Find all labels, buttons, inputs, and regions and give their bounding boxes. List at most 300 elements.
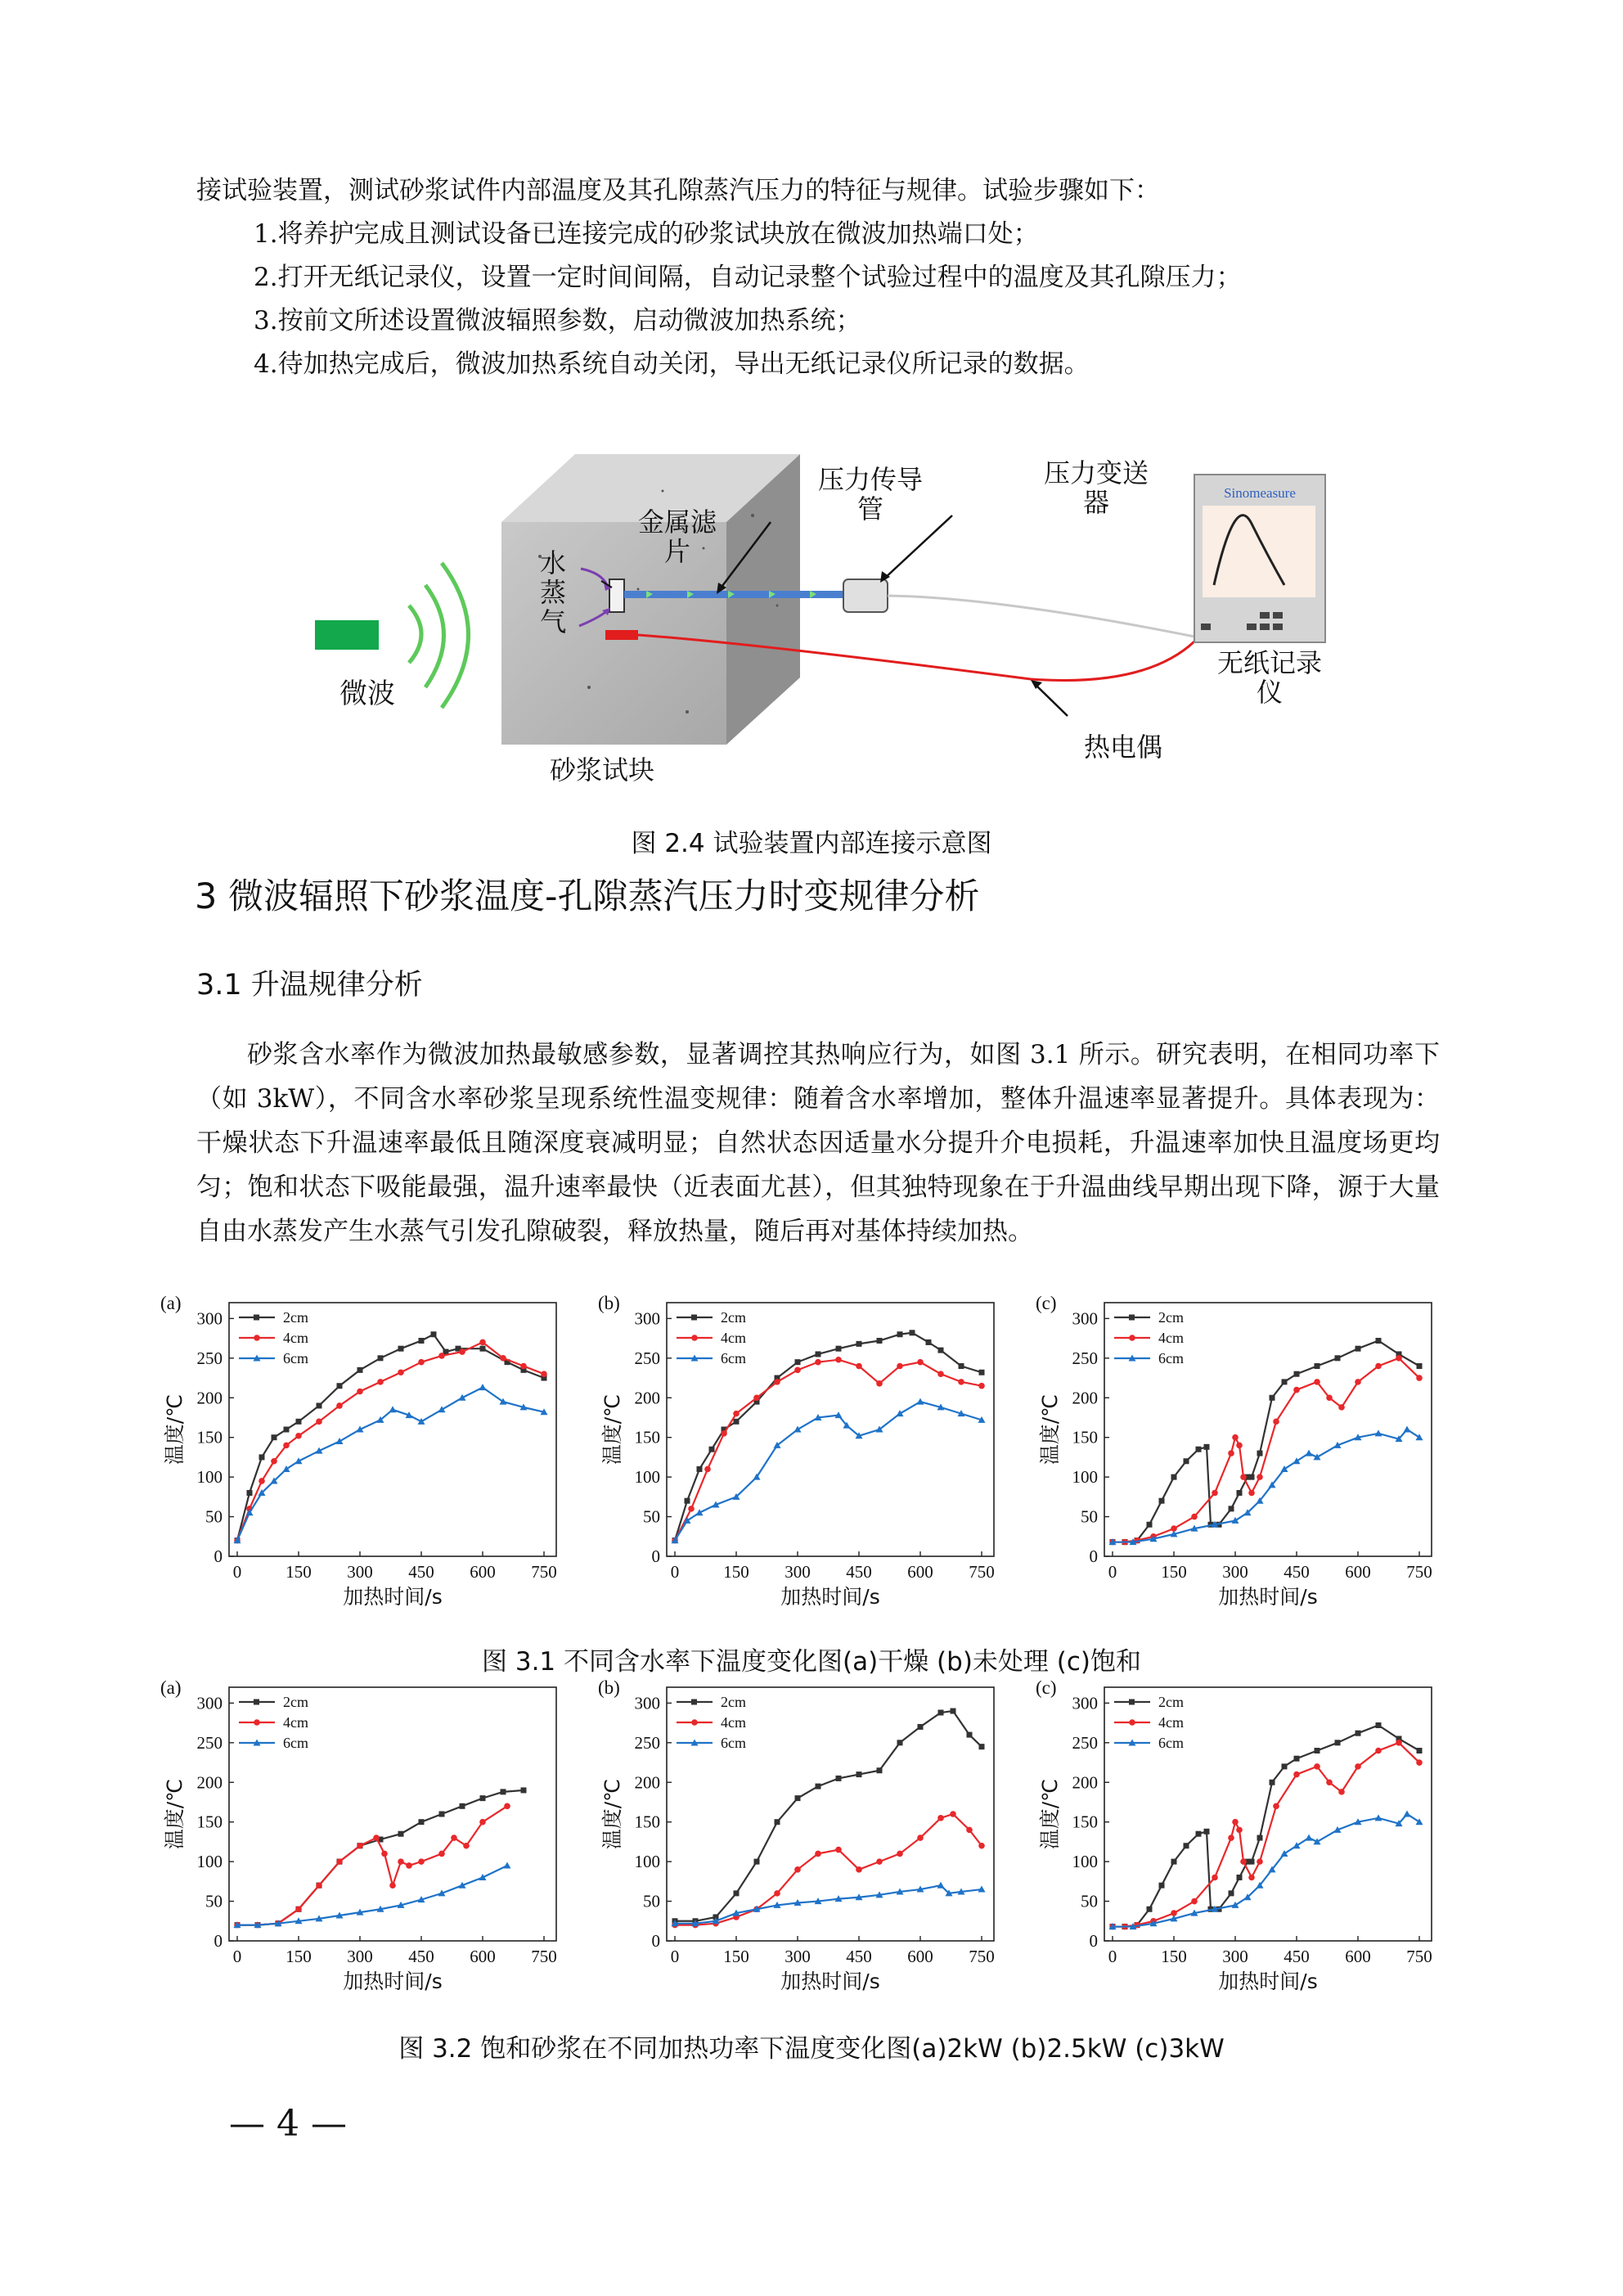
point-4cm — [917, 1359, 924, 1366]
legend-label-2cm: 2cm — [1158, 1309, 1184, 1326]
x-tick-label: 450 — [1284, 1947, 1310, 1966]
microwave-source — [315, 620, 379, 650]
point-4cm — [1248, 1875, 1255, 1881]
point-4cm — [1338, 1404, 1345, 1411]
point-4cm — [774, 1379, 780, 1385]
panel-label: (c) — [1036, 1293, 1057, 1313]
point-2cm — [1282, 1763, 1288, 1769]
y-tick-label: 50 — [205, 1506, 223, 1527]
point-4cm — [336, 1858, 343, 1865]
legend-marker-2cm — [254, 1699, 259, 1705]
legend-marker-4cm — [1129, 1335, 1135, 1341]
point-2cm — [1184, 1458, 1189, 1464]
point-2cm — [1171, 1859, 1177, 1865]
point-4cm — [1416, 1759, 1423, 1766]
point-4cm — [1293, 1387, 1300, 1393]
x-tick-label: 300 — [785, 1947, 811, 1966]
point-4cm — [856, 1363, 862, 1370]
point-2cm — [1196, 1447, 1202, 1452]
point-2cm — [938, 1348, 944, 1353]
point-4cm — [295, 1906, 302, 1912]
point-2cm — [1237, 1490, 1243, 1496]
label-specimen: 砂浆试块 — [550, 754, 655, 786]
point-2cm — [1159, 1498, 1165, 1504]
point-4cm — [1257, 1474, 1263, 1480]
point-4cm — [876, 1858, 883, 1865]
x-tick-label: 750 — [531, 1947, 557, 1966]
y-tick-label: 150 — [196, 1812, 223, 1832]
point-4cm — [704, 1466, 711, 1473]
y-tick-label: 50 — [643, 1506, 660, 1527]
plot-frame — [667, 1687, 994, 1941]
y-tick-label: 300 — [196, 1308, 223, 1329]
point-2cm — [1294, 1371, 1300, 1377]
point-2cm — [1355, 1731, 1361, 1736]
legend-label-2cm: 2cm — [721, 1694, 746, 1710]
point-4cm — [815, 1851, 821, 1857]
point-4cm — [1396, 1740, 1402, 1746]
point-6cm — [336, 1438, 344, 1444]
point-2cm — [697, 1466, 703, 1472]
point-2cm — [1184, 1843, 1189, 1848]
legend-marker-4cm — [691, 1719, 698, 1726]
point-2cm — [709, 1447, 715, 1452]
point-4cm — [1232, 1819, 1239, 1826]
x-tick-label: 750 — [969, 1562, 995, 1582]
point-2cm — [1159, 1883, 1165, 1889]
intro-lead: 接试验装置，测试砂浆试件内部温度及其孔隙蒸汽压力的特征与规律。试验步骤如下： — [196, 176, 1160, 205]
x-tick-label: 450 — [1284, 1562, 1310, 1582]
point-2cm — [897, 1740, 903, 1745]
y-tick-label: 50 — [643, 1891, 660, 1911]
x-tick-label: 0 — [670, 1562, 680, 1582]
point-2cm — [1257, 1451, 1263, 1456]
point-2cm — [816, 1784, 821, 1790]
x-axis-label: 加热时间/s — [343, 1585, 443, 1609]
point-4cm — [316, 1882, 322, 1889]
point-2cm — [1355, 1346, 1361, 1352]
point-4cm — [1236, 1443, 1243, 1449]
point-2cm — [795, 1795, 801, 1801]
y-tick-label: 300 — [634, 1693, 660, 1713]
point-4cm — [541, 1371, 547, 1377]
point-6cm — [794, 1426, 802, 1433]
point-2cm — [795, 1359, 801, 1365]
series-line-4cm — [675, 1814, 982, 1925]
point-2cm — [856, 1341, 862, 1347]
point-4cm — [721, 1430, 727, 1437]
point-4cm — [1212, 1875, 1218, 1881]
point-4cm — [259, 1478, 265, 1484]
point-4cm — [418, 1359, 425, 1366]
y-tick-label: 100 — [634, 1852, 660, 1872]
legend-label-4cm: 4cm — [283, 1330, 308, 1346]
y-tick-label: 200 — [1072, 1772, 1098, 1793]
point-4cm — [815, 1359, 821, 1366]
panel-label: (b) — [598, 1293, 620, 1313]
plot-frame — [229, 1687, 556, 1941]
legend-marker-4cm — [691, 1335, 698, 1341]
point-4cm — [398, 1858, 404, 1865]
section31-paragraph: 砂浆含水率作为微波加热最敏感参数，显著调控其热响应行为，如图 3.1 所示。研究表明，在相同功率下（如 3kW），不同含水率砂浆呈现系统性温变规律：随着含水率增加，整体升温速率显著提升。具体表现为：干燥状态下升温速率最低且随深度衰减明显；自然状态因适量水分提升介电损耗，升温速率加快且温度场更均匀；饱和状态下吸能最强，温升速率最快（近表面尤甚），但其独特现象在于升温曲线早期出现下降，源于大量自由水蒸发产生水蒸气引发孔隙破裂，释放热量，随后再对基体持续加热。 — [196, 1040, 1440, 1246]
point-2cm — [836, 1776, 842, 1781]
point-4cm — [1375, 1748, 1382, 1754]
x-tick-label: 750 — [1406, 1947, 1432, 1966]
point-4cm — [1416, 1375, 1423, 1381]
point-2cm — [856, 1772, 862, 1777]
point-2cm — [337, 1383, 343, 1389]
label-thermocouple: 热电偶 — [1084, 732, 1163, 763]
x-tick-label: 600 — [470, 1562, 496, 1582]
point-2cm — [357, 1367, 363, 1373]
point-2cm — [480, 1346, 486, 1352]
x-tick-label: 0 — [232, 1947, 242, 1966]
chart-31a — [155, 1293, 573, 1632]
y-tick-label: 250 — [634, 1348, 660, 1368]
legend-label-6cm: 6cm — [283, 1350, 308, 1366]
series-line-6cm — [1113, 1429, 1419, 1542]
point-4cm — [1228, 1450, 1234, 1456]
legend-label-4cm: 4cm — [721, 1330, 746, 1346]
point-4cm — [794, 1367, 801, 1374]
point-2cm — [1229, 1506, 1234, 1511]
point-4cm — [1191, 1514, 1198, 1520]
chart-31b — [593, 1293, 1010, 1632]
y-tick-label: 250 — [196, 1348, 223, 1368]
point-4cm — [1273, 1803, 1279, 1810]
point-2cm — [521, 1787, 527, 1793]
point-6cm — [1404, 1811, 1411, 1817]
x-tick-label: 150 — [285, 1947, 312, 1966]
x-tick-label: 750 — [531, 1562, 557, 1582]
point-4cm — [1355, 1763, 1361, 1770]
point-4cm — [774, 1890, 780, 1897]
point-2cm — [1249, 1859, 1255, 1865]
point-2cm — [1282, 1379, 1288, 1384]
chart-31c — [1031, 1293, 1448, 1632]
panel-label: (b) — [598, 1677, 620, 1698]
y-tick-label: 100 — [196, 1467, 223, 1488]
point-4cm — [479, 1339, 486, 1346]
point-4cm — [373, 1835, 380, 1841]
point-4cm — [271, 1458, 277, 1465]
point-4cm — [897, 1363, 903, 1370]
point-2cm — [1417, 1748, 1423, 1754]
point-2cm — [938, 1710, 944, 1716]
y-tick-label: 200 — [1072, 1388, 1098, 1408]
legend-marker-4cm — [254, 1335, 260, 1341]
point-4cm — [958, 1379, 964, 1385]
chart-32c — [1031, 1677, 1448, 2016]
chart-31b-svg — [593, 1293, 1010, 1628]
point-4cm — [1355, 1379, 1361, 1385]
point-4cm — [1257, 1858, 1263, 1865]
signal-cable — [888, 596, 1194, 637]
point-2cm — [979, 1370, 985, 1375]
point-2cm — [910, 1330, 915, 1335]
legend-marker-2cm — [1129, 1699, 1135, 1705]
point-2cm — [734, 1419, 740, 1425]
point-2cm — [897, 1331, 903, 1337]
label-microwave: 微波 — [339, 678, 395, 710]
point-4cm — [438, 1353, 445, 1359]
point-2cm — [775, 1819, 780, 1825]
point-4cm — [1228, 1835, 1234, 1841]
point-4cm — [917, 1835, 924, 1841]
x-tick-label: 300 — [1222, 1947, 1248, 1966]
x-tick-label: 150 — [1161, 1562, 1187, 1582]
legend-label-4cm: 4cm — [721, 1714, 746, 1731]
wave-arc-1 — [409, 606, 421, 663]
legend-label-6cm: 6cm — [283, 1735, 308, 1751]
legend-label-4cm: 4cm — [1158, 1714, 1184, 1731]
chart-32a-svg — [155, 1677, 573, 2013]
series-line-4cm — [1113, 1358, 1419, 1542]
label-recorder: 无纸记录 仪 — [1217, 647, 1323, 708]
pressure-transmitter — [843, 579, 888, 612]
x-tick-label: 0 — [1108, 1947, 1117, 1966]
point-4cm — [1240, 1858, 1247, 1865]
point-2cm — [1237, 1875, 1243, 1880]
point-4cm — [357, 1389, 363, 1395]
x-tick-label: 150 — [285, 1562, 312, 1582]
point-4cm — [1248, 1490, 1255, 1497]
point-4cm — [1236, 1827, 1243, 1834]
point-6cm — [389, 1406, 397, 1412]
point-4cm — [835, 1847, 842, 1853]
y-axis-label: 温度/℃ — [1038, 1778, 1062, 1850]
point-4cm — [897, 1851, 903, 1857]
x-tick-label: 600 — [470, 1947, 496, 1966]
series-line-4cm — [675, 1360, 982, 1541]
point-4cm — [500, 1355, 506, 1362]
series-line-2cm — [237, 1790, 524, 1925]
point-2cm — [398, 1346, 404, 1352]
chart-31a-svg — [155, 1293, 573, 1628]
point-4cm — [1314, 1763, 1320, 1770]
point-2cm — [460, 1803, 465, 1809]
x-axis-label: 加热时间/s — [1218, 1970, 1318, 1993]
point-4cm — [1396, 1355, 1402, 1362]
x-tick-label: 450 — [408, 1562, 434, 1582]
point-2cm — [1147, 1907, 1153, 1912]
point-4cm — [1338, 1789, 1345, 1795]
legend-marker-2cm — [254, 1315, 259, 1321]
point-2cm — [685, 1498, 690, 1504]
point-2cm — [979, 1744, 985, 1749]
point-4cm — [856, 1866, 862, 1873]
point-2cm — [1171, 1474, 1177, 1480]
point-2cm — [1315, 1363, 1320, 1369]
label-pressure-tube: 压力传导 管 — [818, 464, 924, 524]
y-tick-label: 50 — [1081, 1506, 1098, 1527]
x-tick-label: 150 — [1161, 1947, 1187, 1966]
point-2cm — [439, 1812, 445, 1817]
point-4cm — [406, 1862, 412, 1869]
point-4cm — [438, 1851, 445, 1857]
y-tick-label: 100 — [1072, 1852, 1098, 1872]
point-4cm — [459, 1348, 465, 1355]
point-2cm — [247, 1490, 253, 1496]
point-2cm — [1417, 1363, 1423, 1369]
y-tick-label: 250 — [1072, 1348, 1098, 1368]
plot-frame — [229, 1303, 556, 1556]
point-4cm — [1191, 1898, 1198, 1905]
point-2cm — [1315, 1748, 1320, 1754]
y-tick-label: 300 — [1072, 1308, 1098, 1329]
x-tick-label: 750 — [1406, 1562, 1432, 1582]
point-2cm — [836, 1346, 842, 1352]
x-tick-label: 600 — [1345, 1562, 1371, 1582]
point-4cm — [950, 1811, 956, 1817]
recorder-brand: Sinomeasure — [1224, 485, 1296, 501]
point-2cm — [1335, 1355, 1341, 1361]
point-2cm — [754, 1859, 760, 1865]
point-4cm — [1212, 1490, 1218, 1497]
y-tick-label: 200 — [196, 1772, 223, 1793]
series-line-4cm — [237, 1342, 544, 1540]
point-2cm — [959, 1363, 964, 1369]
point-2cm — [877, 1767, 883, 1773]
legend-label-4cm: 4cm — [1158, 1330, 1184, 1346]
point-4cm — [978, 1843, 985, 1849]
y-tick-label: 250 — [634, 1732, 660, 1753]
point-2cm — [272, 1434, 277, 1440]
point-2cm — [1376, 1338, 1382, 1344]
y-tick-label: 100 — [1072, 1467, 1098, 1488]
step-1: 1.将养护完成且测试设备已连接完成的砂浆试块放在微波加热端口处； — [254, 219, 1039, 249]
point-4cm — [377, 1379, 384, 1385]
point-4cm — [1273, 1419, 1279, 1425]
point-2cm — [816, 1351, 821, 1357]
test-setup-diagram — [294, 442, 1391, 802]
legend-marker-2cm — [1129, 1315, 1135, 1321]
x-tick-label: 450 — [846, 1947, 872, 1966]
y-tick-label: 0 — [1089, 1546, 1098, 1566]
plot-frame — [667, 1303, 994, 1556]
x-tick-label: 150 — [723, 1562, 749, 1582]
point-2cm — [419, 1819, 425, 1825]
point-4cm — [1314, 1379, 1320, 1385]
point-2cm — [1147, 1522, 1153, 1528]
point-2cm — [1204, 1829, 1210, 1835]
x-tick-label: 750 — [969, 1947, 995, 1966]
legend-marker-2cm — [691, 1699, 697, 1705]
point-4cm — [316, 1419, 322, 1425]
legend-label-6cm: 6cm — [1158, 1735, 1184, 1751]
step-3: 3.按前文所述设置微波辐照参数，启动微波加热系统； — [254, 306, 861, 335]
x-axis-label: 加热时间/s — [1218, 1585, 1318, 1609]
point-4cm — [835, 1357, 842, 1363]
step-4: 4.待加热完成后，微波加热系统自动关闭，导出无纸记录仪所记录的数据。 — [254, 349, 1090, 379]
legend-label-6cm: 6cm — [721, 1735, 746, 1751]
point-4cm — [1375, 1363, 1382, 1370]
x-tick-label: 0 — [1108, 1562, 1117, 1582]
point-6cm — [438, 1406, 446, 1412]
label-water-vapor: 水 蒸 气 — [540, 547, 567, 637]
y-tick-label: 50 — [205, 1891, 223, 1911]
point-2cm — [431, 1331, 437, 1337]
point-4cm — [418, 1858, 425, 1865]
x-tick-label: 450 — [846, 1562, 872, 1582]
point-2cm — [480, 1795, 486, 1801]
point-4cm — [753, 1394, 760, 1401]
y-tick-label: 0 — [651, 1931, 660, 1951]
fig32-caption: 图 3.2 饱和砂浆在不同加热功率下温度变化图(a)2kW (b)2.5kW (c)3kW — [398, 2034, 1225, 2064]
x-tick-label: 600 — [907, 1562, 933, 1582]
y-tick-label: 0 — [214, 1546, 223, 1566]
point-2cm — [1294, 1756, 1300, 1762]
x-axis-label: 加热时间/s — [780, 1970, 880, 1993]
wave-arc-2 — [425, 585, 444, 687]
x-tick-label: 600 — [1345, 1947, 1371, 1966]
point-2cm — [378, 1355, 384, 1361]
series-line-4cm — [237, 1806, 507, 1925]
y-tick-label: 300 — [634, 1308, 660, 1329]
point-4cm — [937, 1371, 944, 1377]
x-axis-label: 加热时间/s — [780, 1585, 880, 1609]
legend-label-2cm: 2cm — [1158, 1694, 1184, 1710]
label-transmitter: 压力变送 器 — [1044, 457, 1149, 518]
point-4cm — [357, 1843, 363, 1849]
series-line-6cm — [675, 1402, 982, 1541]
chart-32c-svg — [1031, 1677, 1448, 2013]
series-line-6cm — [237, 1866, 507, 1925]
y-tick-label: 300 — [196, 1693, 223, 1713]
point-4cm — [733, 1411, 740, 1417]
y-tick-label: 150 — [1072, 1427, 1098, 1447]
y-tick-label: 150 — [1072, 1812, 1098, 1832]
point-4cm — [295, 1433, 302, 1439]
y-axis-label: 温度/℃ — [1038, 1393, 1062, 1465]
panel-label: (a) — [160, 1293, 182, 1313]
chart-32a — [155, 1677, 573, 2016]
y-tick-label: 150 — [634, 1812, 660, 1832]
chart-32b — [593, 1677, 1010, 2016]
point-4cm — [389, 1882, 396, 1889]
point-2cm — [951, 1708, 956, 1714]
x-tick-label: 300 — [1222, 1562, 1248, 1582]
y-tick-label: 0 — [214, 1931, 223, 1951]
point-4cm — [978, 1383, 985, 1389]
y-tick-label: 200 — [634, 1772, 660, 1793]
point-2cm — [259, 1454, 265, 1460]
x-tick-label: 0 — [670, 1947, 680, 1966]
y-tick-label: 150 — [634, 1427, 660, 1447]
fig24-caption: 图 2.4 试验装置内部连接示意图 — [631, 829, 992, 858]
point-6cm — [479, 1384, 487, 1390]
label-metal-filter: 金属滤 片 — [638, 506, 717, 567]
x-tick-label: 450 — [408, 1947, 434, 1966]
x-tick-label: 300 — [347, 1562, 373, 1582]
y-tick-label: 250 — [1072, 1732, 1098, 1753]
panel-label: (c) — [1036, 1677, 1057, 1698]
point-2cm — [317, 1402, 322, 1408]
y-tick-label: 200 — [196, 1388, 223, 1408]
point-2cm — [1204, 1444, 1210, 1450]
x-tick-label: 0 — [232, 1562, 242, 1582]
y-tick-label: 100 — [196, 1852, 223, 1872]
legend-marker-4cm — [1129, 1719, 1135, 1726]
fig31-caption: 图 3.1 不同含水率下温度变化图(a)干燥 (b)未处理 (c)饱和 — [482, 1647, 1141, 1677]
point-2cm — [967, 1732, 973, 1738]
page-number: — 4 — — [229, 2103, 347, 2145]
y-tick-label: 150 — [196, 1427, 223, 1447]
point-2cm — [1270, 1780, 1275, 1785]
point-4cm — [876, 1380, 883, 1387]
legend-label-2cm: 2cm — [283, 1694, 308, 1710]
point-2cm — [734, 1890, 740, 1896]
